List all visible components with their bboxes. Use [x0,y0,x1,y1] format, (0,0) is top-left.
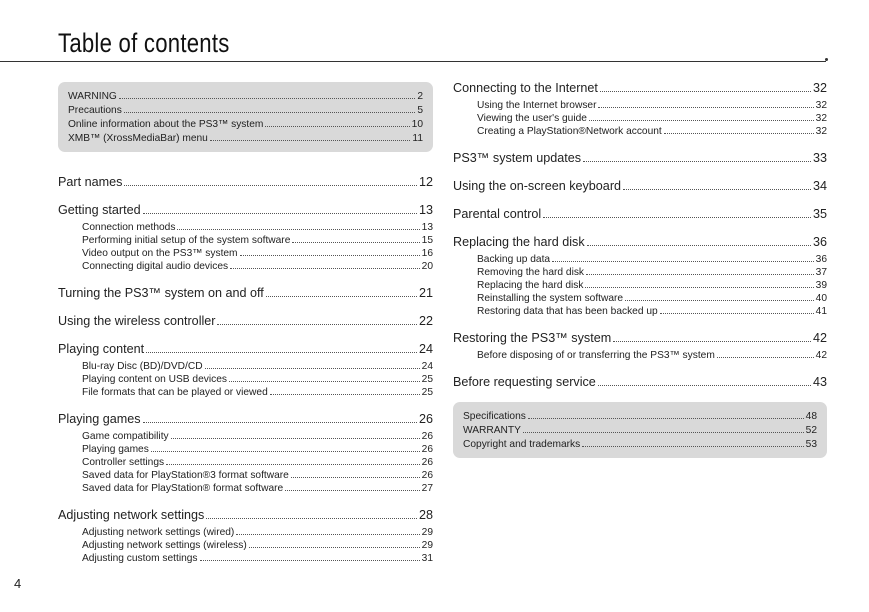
toc-subentry-page: 41 [815,306,827,317]
dot-leader [613,341,811,342]
toc-subentry[interactable] [58,469,433,482]
dot-leader [240,255,420,256]
toc-entry-label: Using the on-screen keyboard [453,179,622,193]
toc-subentry-label: Connection methods [82,222,176,233]
toc-section [58,341,433,399]
toc-entry-label: Replacing the hard disk [453,235,585,249]
toc-section [58,285,433,301]
toc-entry[interactable] [453,80,827,96]
toc-subentry-page: 29 [421,527,433,538]
toc-subentry[interactable] [453,279,827,292]
toc-entry[interactable] [453,234,827,250]
toc-section [453,178,827,194]
toc-subentry[interactable] [58,360,433,373]
dot-leader [600,91,811,92]
toc-subentry[interactable] [58,386,433,399]
toc-section [58,202,433,273]
toc-entry-label: Part names [58,175,123,189]
toc-subentry[interactable] [58,526,433,539]
toc-subentry-label: Connecting digital audio devices [82,261,229,272]
toc-subentry-label: Using the Internet browser [477,100,597,111]
intro-box [58,82,433,152]
dot-leader [151,451,420,452]
toc-entry[interactable] [58,202,433,218]
toc-subentry[interactable] [453,292,827,305]
dot-leader [582,446,803,447]
intro-entry-page: 11 [412,133,423,144]
appendix-entry[interactable] [463,438,817,452]
dot-leader [210,140,411,141]
toc-subentry[interactable] [58,443,433,456]
toc-subentry[interactable] [453,349,827,362]
page-title: Table of contents [58,28,230,58]
page-number: 4 [14,576,22,591]
dot-leader [598,385,811,386]
appendix-entry[interactable] [463,410,817,424]
toc-entry[interactable] [58,313,433,329]
dot-leader [266,296,417,297]
toc-entry[interactable] [453,206,827,222]
dot-leader [625,300,814,301]
dot-leader [124,112,416,113]
dot-leader [206,518,417,519]
toc-subentry-label: Adjusting network settings (wired) [82,527,235,538]
appendix-entry-label: WARRANTY [463,425,521,436]
dot-leader [528,418,804,419]
toc-subentry-page: 16 [421,248,433,259]
dot-leader [143,213,417,214]
toc-subentry[interactable] [453,112,827,125]
dot-leader [660,313,814,314]
dot-leader [236,534,419,535]
toc-entry-label: Parental control [453,207,542,221]
toc-entry-label: Before requesting service [453,375,596,389]
intro-entry[interactable] [68,132,423,146]
toc-entry-page: 36 [812,235,827,249]
toc-entry-label: Turning the PS3™ system on and off [58,286,264,300]
toc-entry[interactable] [453,330,827,346]
dot-leader [292,242,419,243]
toc-subentry-page: 25 [421,374,433,385]
toc-subentry-label: Performing initial setup of the system software [82,235,291,246]
toc-subentry-label: Backing up data [477,254,551,265]
toc-subentry[interactable] [453,253,827,266]
toc-subentry-page: 25 [421,387,433,398]
toc-subentry[interactable] [58,260,433,273]
toc-subentry-page: 32 [815,126,827,137]
toc-subentry-label: Game compatibility [82,431,169,442]
toc-entry-label: Getting started [58,203,141,217]
title-rule-end [825,58,828,61]
right-sections [453,80,827,390]
intro-entry-page: 2 [417,91,423,102]
left-sections [58,174,433,565]
toc-subentry-label: Creating a PlayStation®Network account [477,126,662,137]
toc-subentry-label: Restoring data that has been backed up [477,306,658,317]
toc-subentry[interactable] [58,221,433,234]
toc-entry-label: Restoring the PS3™ system [453,331,612,345]
toc-section [453,150,827,166]
dot-leader [587,245,811,246]
toc-section [58,507,433,565]
toc-entry-page: 13 [418,203,433,217]
toc-section [453,234,827,318]
dot-leader [291,477,420,478]
toc-entry-page: 43 [812,375,827,389]
toc-entry-page: 34 [812,179,827,193]
toc-subentry-label: Reinstalling the system software [477,293,624,304]
dot-leader [177,229,419,230]
intro-entry[interactable] [68,104,423,118]
toc-subentry-page: 26 [421,457,433,468]
toc-subentry-label: Viewing the user's guide [477,113,587,124]
dot-leader [623,189,811,190]
intro-entry-page: 5 [417,105,423,116]
toc-subentry-page: 32 [815,113,827,124]
appendix-entry-label: Copyright and trademarks [463,439,581,450]
toc-section [58,313,433,329]
toc-subentry-page: 26 [421,431,433,442]
dot-leader [166,464,420,465]
dot-leader [270,394,420,395]
intro-entry[interactable] [68,90,423,104]
dot-leader [589,120,814,121]
dot-leader [664,133,814,134]
toc-section [453,374,827,390]
toc-subentry-page: 40 [815,293,827,304]
dot-leader [171,438,420,439]
toc-entry-label: Adjusting network settings [58,508,205,522]
toc-subentry-page: 27 [421,483,433,494]
toc-subentry[interactable] [58,234,433,247]
dot-leader [217,324,417,325]
intro-entry-label: Precautions [68,105,122,116]
toc-entry-page: 12 [418,175,433,189]
toc-subentry-page: 42 [815,350,827,361]
intro-entry-label: XMB™ (XrossMediaBar) menu [68,133,208,144]
dot-leader [552,261,814,262]
toc-subentry-page: 39 [815,280,827,291]
toc-entry-page: 28 [418,508,433,522]
toc-entry-page: 33 [812,151,827,165]
toc-subentry-page: 15 [421,235,433,246]
toc-entry[interactable] [453,150,827,166]
appendix-entry[interactable] [463,424,817,438]
toc-subentry-page: 36 [815,254,827,265]
toc-entry[interactable] [58,174,433,190]
toc-subentry-page: 29 [421,540,433,551]
toc-subentry[interactable] [58,373,433,386]
toc-entry[interactable] [453,374,827,390]
toc-section [453,330,827,362]
outro-box [453,402,827,458]
toc-entry-page: 22 [418,314,433,328]
toc-subentry[interactable] [58,552,433,565]
dot-leader [586,274,814,275]
dot-leader [230,268,420,269]
toc-right-column [453,80,827,480]
toc-subentry-label: Saved data for PlayStation®3 format software [82,470,289,481]
toc-subentry[interactable] [58,456,433,469]
dot-leader [598,107,813,108]
toc-subentry-page: 31 [421,553,433,564]
toc-entry[interactable] [453,178,827,194]
toc-section [453,80,827,138]
toc-entry[interactable] [58,285,433,301]
dot-leader [285,490,419,491]
dot-leader [119,98,415,99]
dot-leader [229,381,420,382]
toc-subentry-label: Saved data for PlayStation® format software [82,483,284,494]
toc-entry-page: 42 [812,331,827,345]
toc-subentry-label: Playing content on USB devices [82,374,227,385]
toc-entry-page: 21 [418,286,433,300]
appendix-entry-label: Specifications [463,411,526,422]
dot-leader [124,185,417,186]
dot-leader [249,547,420,548]
toc-subentry-label: Replacing the hard disk [477,280,584,291]
dot-leader [265,126,409,127]
toc-subentry-page: 13 [421,222,433,233]
toc-subentry-label: Blu-ray Disc (BD)/DVD/CD [82,361,203,372]
toc-subentry-label: Before disposing of or transferring the PS3™ system [477,350,715,361]
appendix-entry-page: 52 [805,425,817,436]
toc-entry-label: PS3™ system updates [453,151,582,165]
intro-entry-label: WARNING [68,91,117,102]
dot-leader [583,161,811,162]
toc-section [453,206,827,222]
dot-leader [205,368,420,369]
dot-leader [717,357,814,358]
toc-subentry-page: 26 [421,444,433,455]
toc-subentry-label: Adjusting custom settings [82,553,198,564]
toc-subentry-label: Adjusting network settings (wireless) [82,540,247,551]
toc-entry-label: Playing games [58,412,141,426]
toc-subentry-page: 20 [421,261,433,272]
toc-entry[interactable] [58,507,433,523]
dot-leader [543,217,811,218]
toc-subentry-page: 32 [815,100,827,111]
toc-subentry-page: 37 [815,267,827,278]
toc-subentry[interactable] [58,430,433,443]
toc-subentry-label: Controller settings [82,457,165,468]
toc-entry-label: Connecting to the Internet [453,81,598,95]
toc-entry-page: 26 [418,412,433,426]
toc-subentry-label: Playing games [82,444,149,455]
toc-section [58,411,433,495]
toc-entry-page: 32 [812,81,827,95]
toc-subentry[interactable] [453,305,827,318]
toc-entry[interactable] [58,411,433,427]
toc-entry-label: Playing content [58,342,145,356]
toc-subentry-label: Video output on the PS3™ system [82,248,238,259]
toc-left-column [58,82,433,577]
intro-entry[interactable] [68,118,423,132]
toc-entry-page: 24 [418,342,433,356]
toc-entry-page: 35 [812,207,827,221]
toc-subentry[interactable] [58,482,433,495]
toc-section [58,174,433,190]
title-rule [0,61,826,62]
dot-leader [523,432,804,433]
dot-leader [143,422,417,423]
toc-subentry[interactable] [453,266,827,279]
toc-entry-label: Using the wireless controller [58,314,216,328]
appendix-entry-page: 53 [805,439,817,450]
intro-entry-page: 10 [411,119,423,130]
toc-entry[interactable] [58,341,433,357]
toc-subentry[interactable] [58,539,433,552]
dot-leader [585,287,813,288]
toc-subentry[interactable] [453,99,827,112]
dot-leader [200,560,420,561]
toc-subentry-label: File formats that can be played or viewed [82,387,268,398]
toc-subentry[interactable] [453,125,827,138]
toc-subentry-page: 26 [421,470,433,481]
toc-subentry-page: 24 [421,361,433,372]
toc-subentry-label: Removing the hard disk [477,267,585,278]
intro-entry-label: Online information about the PS3™ system [68,119,264,130]
dot-leader [146,352,417,353]
toc-subentry[interactable] [58,247,433,260]
appendix-entry-page: 48 [805,411,817,422]
